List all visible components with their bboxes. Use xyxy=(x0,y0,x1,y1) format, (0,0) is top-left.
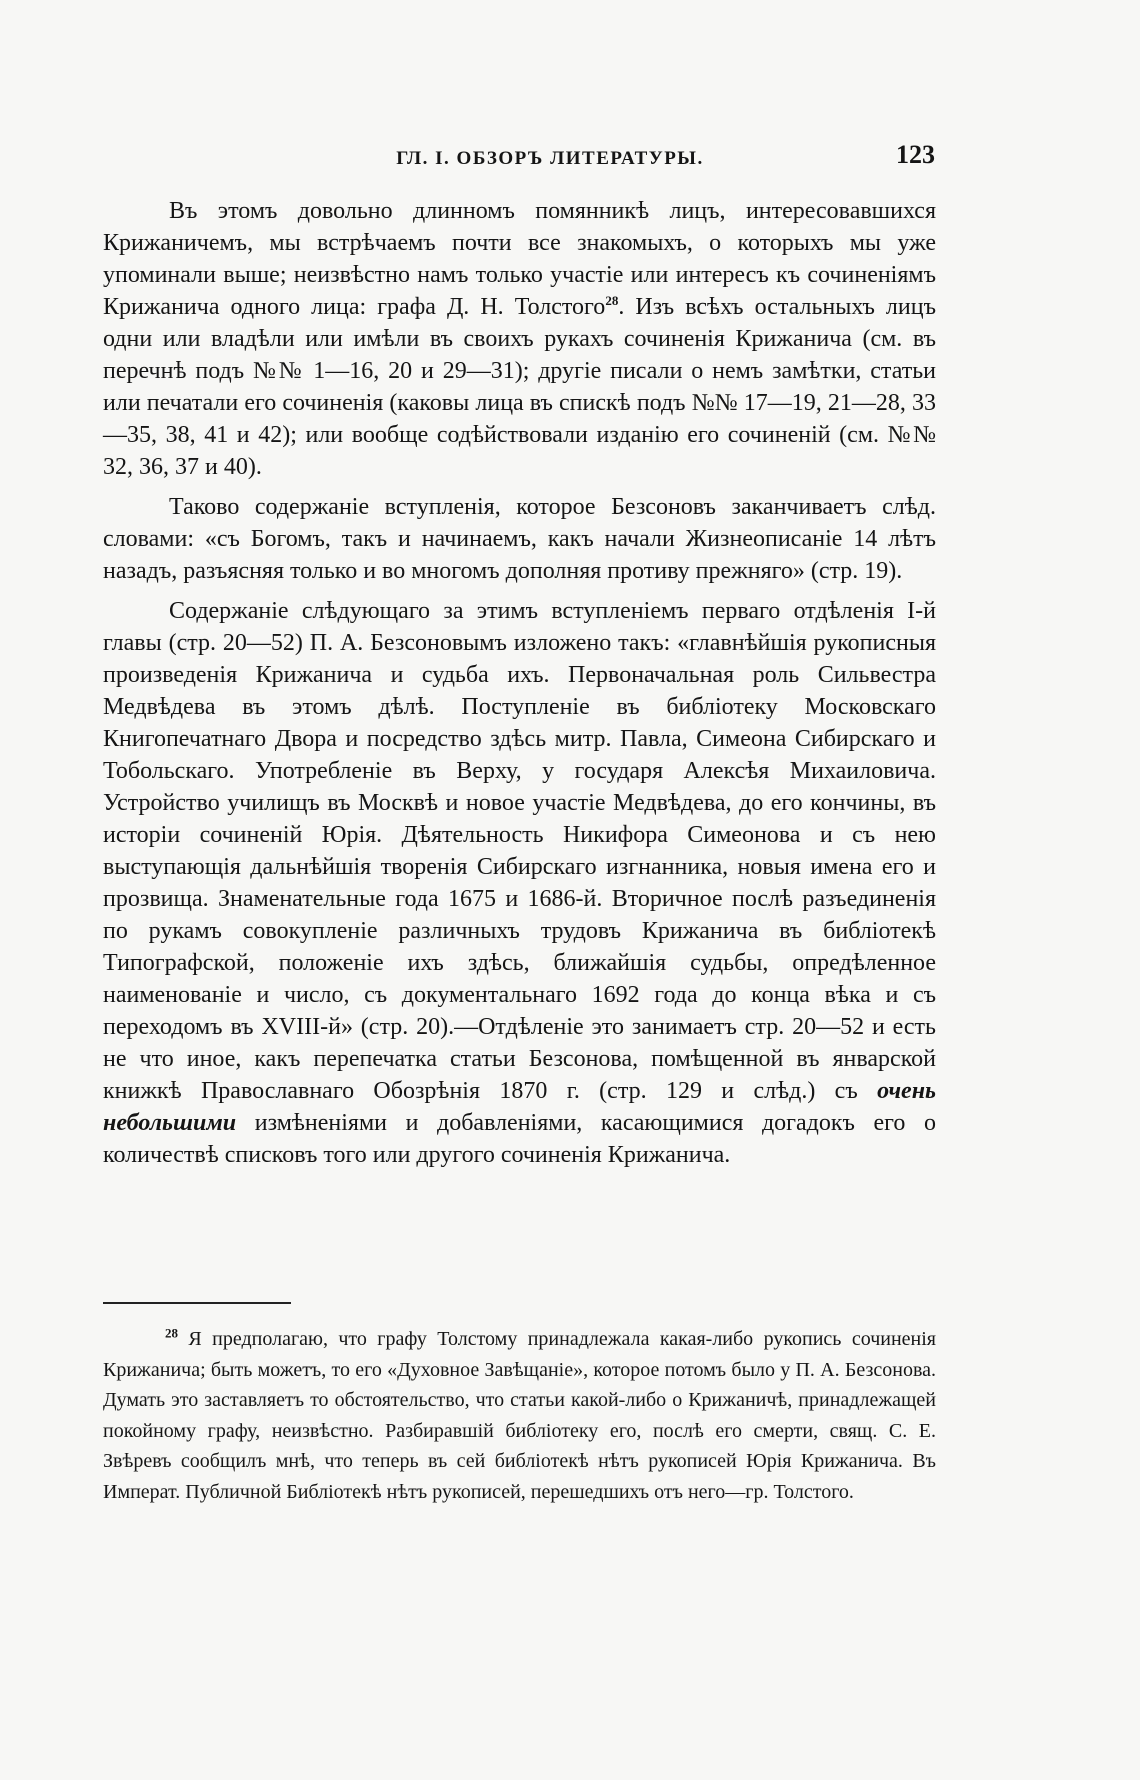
main-text xyxy=(103,195,936,1179)
paragraph-3 xyxy=(103,595,936,1171)
paragraph-3-text-continued: измѣненіями и добавленіями, касающимися догадокъ его о количествѣ списковъ того или другого сочиненія Крижанича. xyxy=(103,1110,936,1168)
paragraph-1-text: Въ этомъ довольно длинномъ помянникѣ лицъ, интересовавшихся Крижаничемъ, мы встрѣчаемъ почти все знакомыхъ, о которыхъ мы уже упоминали выше; неизвѣстно намъ только участіе или интересъ къ сочиненіямъ Крижанича одного лица: графа Д. Н. Толстого xyxy=(103,198,936,320)
footnote xyxy=(103,1324,936,1507)
emphasized-text: очень небольшими xyxy=(103,1078,936,1136)
page-number: 123 xyxy=(896,140,935,169)
footnote-divider xyxy=(103,1302,291,1304)
footnote-reference: 28 xyxy=(605,293,619,308)
footnote-text: Я предполагаю, что графу Толстому принадлежала какая-либо рукопись сочиненія Крижанича; быть можетъ, то его «Духовное Завѣщаніе», которое потомъ было у П. А. Безсонова. Думать это заставляетъ то обстоятельство, что статьи какой-либо о Крижаничѣ, принадлежащей покойному графу, неизвѣстно. Разбиравшій библіотеку его, послѣ его смерти, свящ. С. Е. Звѣревъ сообщилъ мнѣ, что теперь въ сей библіотекѣ нѣтъ рукописей Юрія Крижанича. Въ Императ. Публичной Библіотекѣ нѣтъ рукописей, перешедшихъ отъ него—гр. Толстого. xyxy=(103,1328,936,1503)
paragraph-2: Таково содержаніе вступленія, которое Безсоновъ заканчиваетъ слѣд. словами: «съ Богомъ, такъ и начинаемъ, какъ начали Жизнеописаніе 14 лѣтъ назадъ, разъясняя только и во многомъ дополняя противу прежняго» (стр. 19). xyxy=(103,494,936,584)
running-header xyxy=(165,140,935,180)
header-title: ГЛ. I. ОБЗОРЪ ЛИТЕРАТУРЫ. xyxy=(396,148,704,169)
paragraph-1-text-continued: . Изъ всѣхъ остальныхъ лицъ одни или владѣли или имѣли въ своихъ рукахъ сочиненія Крижанича (см. въ перечнѣ подъ №№ 1—16, 20 и 29—31); другіе писали о немъ замѣтки, статьи или печатали его сочиненія (каковы лица въ спискѣ подъ №№ 17—19, 21—28, 33—35, 38, 41 и 42); или вообще содѣйствовали изданію его сочиненій (см. №№ 32, 36, 37 и 40). xyxy=(103,294,937,480)
paragraph-1 xyxy=(103,195,936,483)
paragraph-3-text: Содержаніе слѣдующаго за этимъ вступленіемъ перваго отдѣленія I-й главы (стр. 20—52) П. А. Безсоновымъ изложено такъ: «главнѣйшія рукописныя произведенія Крижанича и судьба ихъ. Первоначальная роль Сильвестра Медвѣдева въ этомъ дѣлѣ. Поступленіе въ библіотеку Московскаго Книгопечатнаго Двора и посредство здѣсь митр. Павла, Симеона Сибирскаго и Тобольскаго. Употребленіе въ Верху, у государя Алексѣя Михаиловича. Устройство училищъ въ Москвѣ и новое участіе Медвѣдева, до его кончины, въ исторіи сочиненій Юрія. Дѣятельность Никифора Симеонова и съ нею выступающія дальнѣйшія творенія Сибирскаго изгнанника, новыя имена его и прозвища. Знаменательные года 1675 и 1686-й. Вторичное послѣ разъединенія по рукамъ совокупленіе различныхъ трудовъ Крижанича въ библіотекѣ Типографской, положеніе ихъ здѣсь, ближайшія судьбы, опредѣленное наименованіе и число, съ документальнаго 1692 года до конца вѣка и съ переходомъ въ XVIII-й» (стр. 20).—Отдѣленіе это занимаетъ стр. 20—52 и есть не что иное, какъ перепечатка статьи Безсонова, помѣщенной въ январской книжкѣ Православнаго Обозрѣнія 1870 г. (стр. 129 и слѣд.) съ xyxy=(103,598,936,1104)
footnote-mark: 28 xyxy=(165,1325,178,1341)
